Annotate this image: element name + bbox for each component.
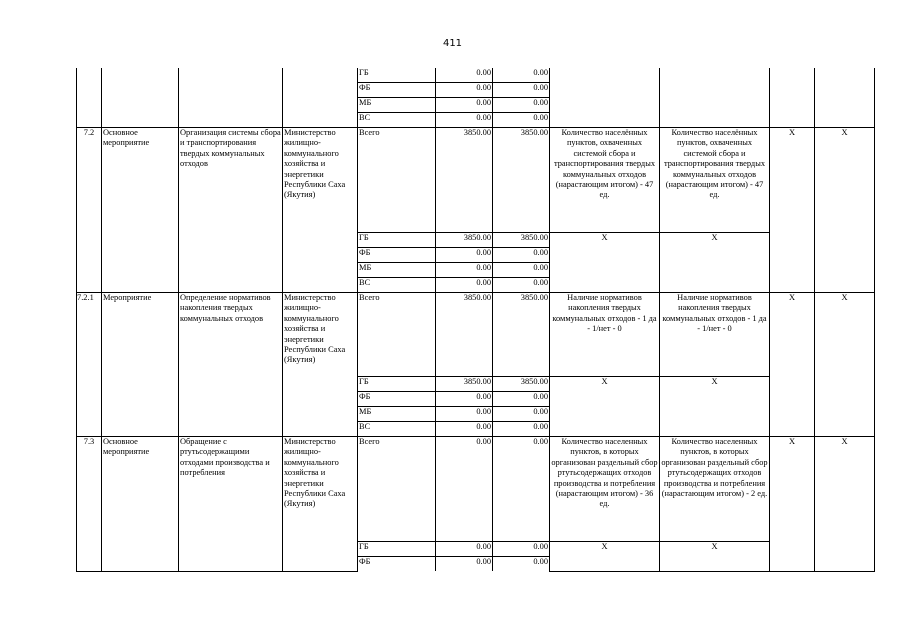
value-cell: 0.00 — [436, 437, 493, 542]
x-mark: X — [815, 128, 875, 293]
item-number: 7.2 — [77, 128, 102, 293]
page-number: 411 — [442, 38, 463, 49]
value-cell: 0.00 — [436, 248, 493, 263]
value-cell: 3850.00 — [493, 128, 550, 233]
indicator-cell: Количество населённых пунктов, охваченных системой сбора и транспортирования твердых коммунальных отходов (нарастающим итогом) - 47 ед. — [550, 128, 660, 233]
source-cell: Всего — [358, 293, 436, 377]
x-mark: X — [770, 128, 815, 293]
source-cell: Всего — [358, 437, 436, 542]
table-row — [77, 128, 875, 233]
indicator-cell: Наличие нормативов накопления твердых коммунальных отходов - 1 да - 1/нет - 0 — [660, 293, 770, 377]
value-cell: 0.00 — [493, 557, 550, 572]
value-cell: 3850.00 — [436, 377, 493, 392]
source-cell: Всего — [358, 128, 436, 233]
indicator-cell: X — [550, 542, 660, 572]
value-cell: 0.00 — [493, 422, 550, 437]
value-cell: 0.00 — [436, 278, 493, 293]
value-cell: 0.00 — [493, 407, 550, 422]
source-cell: ФБ — [358, 83, 436, 98]
value-cell: 0.00 — [493, 278, 550, 293]
source-cell: ФБ — [358, 248, 436, 263]
indicator-cell: X — [660, 542, 770, 572]
indicator-cell: Количество населённых пунктов, охваченных системой сбора и транспортирования твердых коммунальных отходов (нарастающим итогом) - 47 ед. — [660, 128, 770, 233]
item-executor: Министерство жилищно-коммунального хозяйства и энергетики Республики Саха (Якутия) — [283, 437, 358, 572]
item-number: 7.2.1 — [77, 293, 102, 437]
item-executor: Министерство жилищно-коммунального хозяйства и энергетики Республики Саха (Якутия) — [283, 128, 358, 293]
item-type: Основное мероприятие — [102, 437, 179, 572]
source-cell: ВС — [358, 422, 436, 437]
value-cell: 0.00 — [493, 83, 550, 98]
value-cell: 3850.00 — [436, 233, 493, 248]
source-cell: МБ — [358, 263, 436, 278]
value-cell: 0.00 — [436, 407, 493, 422]
value-cell: 0.00 — [436, 113, 493, 128]
table-row — [77, 68, 875, 83]
x-mark: X — [815, 437, 875, 572]
value-cell: 3850.00 — [436, 128, 493, 233]
indicator-cell: Наличие нормативов накопления твердых коммунальных отходов - 1 да - 1/нет - 0 — [550, 293, 660, 377]
value-cell: 0.00 — [436, 392, 493, 407]
value-cell: 0.00 — [436, 263, 493, 278]
value-cell: 0.00 — [436, 557, 493, 572]
program-table — [76, 68, 875, 572]
value-cell: 0.00 — [493, 263, 550, 278]
value-cell: 0.00 — [436, 422, 493, 437]
source-cell: ГБ — [358, 233, 436, 248]
value-cell: 3850.00 — [436, 293, 493, 377]
value-cell: 0.00 — [493, 437, 550, 542]
value-cell: 0.00 — [493, 98, 550, 113]
table-row — [77, 293, 875, 377]
source-cell: ВС — [358, 113, 436, 128]
source-cell: ВС — [358, 278, 436, 293]
value-cell: 0.00 — [493, 68, 550, 83]
x-mark: X — [770, 293, 815, 437]
item-name: Определение нормативов накопления твердых коммунальных отходов — [179, 293, 283, 437]
indicator-cell: X — [550, 233, 660, 293]
source-cell: МБ — [358, 407, 436, 422]
indicator-cell: X — [660, 233, 770, 293]
source-cell: ГБ — [358, 68, 436, 83]
item-name: Обращение с ртутьсодержащими отходами производства и потребления — [179, 437, 283, 572]
item-name: Организация системы сбора и транспортирования твердых коммунальных отходов — [179, 128, 283, 293]
item-type: Основное мероприятие — [102, 128, 179, 293]
x-mark: X — [815, 293, 875, 437]
value-cell: 3850.00 — [493, 377, 550, 392]
source-cell: ФБ — [358, 557, 436, 572]
item-number: 7.3 — [77, 437, 102, 572]
source-cell: ГБ — [358, 377, 436, 392]
value-cell: 3850.00 — [493, 233, 550, 248]
x-mark: X — [770, 437, 815, 572]
source-cell: ГБ — [358, 542, 436, 557]
indicator-cell: Количество населенных пунктов, в которых организован раздельный сбор ртутьсодержащих отходов производства и потребления (нарастающим итогом) - 36 ед. — [550, 437, 660, 542]
value-cell: 0.00 — [493, 542, 550, 557]
source-cell: МБ — [358, 98, 436, 113]
value-cell: 0.00 — [436, 98, 493, 113]
value-cell: 0.00 — [493, 248, 550, 263]
value-cell: 0.00 — [493, 392, 550, 407]
value-cell: 0.00 — [436, 542, 493, 557]
item-executor: Министерство жилищно-коммунального хозяйства и энергетики Республики Саха (Якутия) — [283, 293, 358, 437]
value-cell: 0.00 — [436, 83, 493, 98]
value-cell: 0.00 — [436, 68, 493, 83]
indicator-cell: X — [660, 377, 770, 437]
source-cell: ФБ — [358, 392, 436, 407]
value-cell: 3850.00 — [493, 293, 550, 377]
indicator-cell: Количество населенных пунктов, в которых организован раздельный сбор ртутьсодержащих отходов производства и потребления (нарастающим итогом) - 2 ед. — [660, 437, 770, 542]
indicator-cell: X — [550, 377, 660, 437]
item-type: Мероприятие — [102, 293, 179, 437]
table-row — [77, 437, 875, 542]
value-cell: 0.00 — [493, 113, 550, 128]
